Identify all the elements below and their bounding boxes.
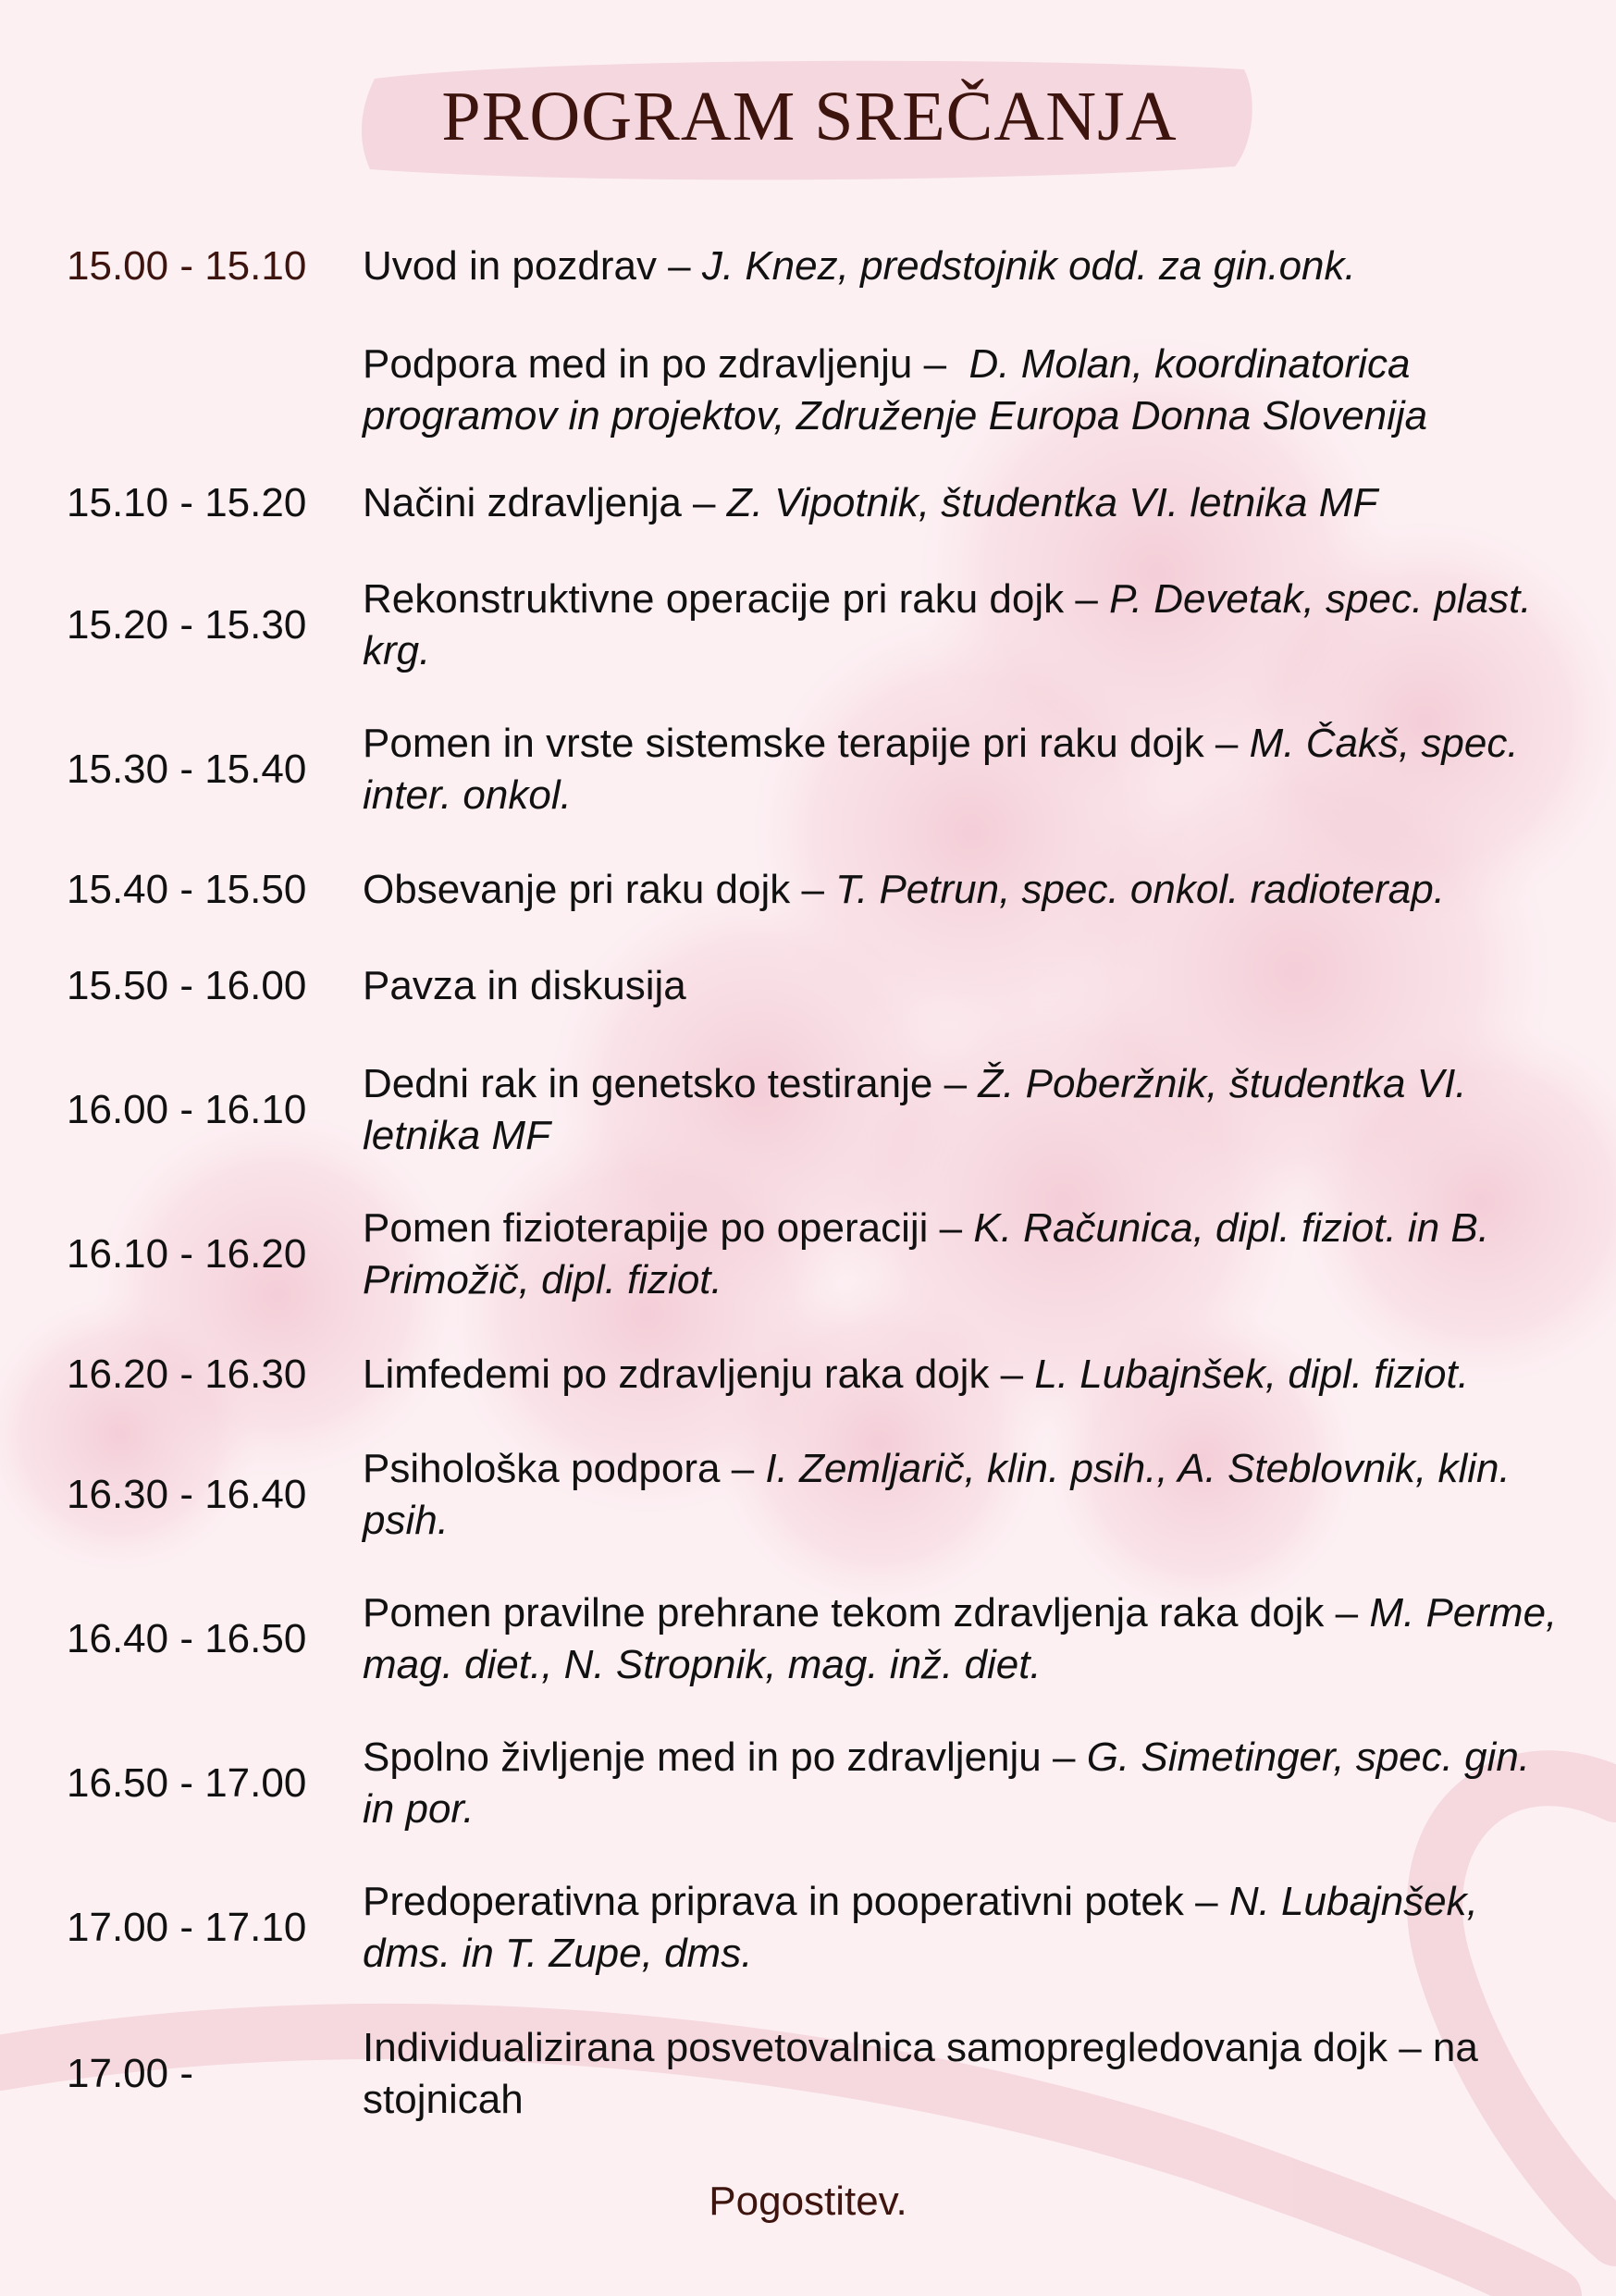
program-time: 17.00 - xyxy=(67,2051,193,2096)
program-topic: Spolno življenje med in po zdravljenju xyxy=(363,1734,1042,1780)
program-time: 15.20 - 15.30 xyxy=(67,602,307,648)
program-speaker: G. Simetinger, spec. gin. in por. xyxy=(363,1734,1531,1832)
program-description xyxy=(363,960,1565,1012)
program-topic: Pomen pravilne prehrane tekom zdravljenja raka dojk xyxy=(363,1590,1325,1636)
program-topic: Uvod in pozdrav xyxy=(363,243,657,289)
program-topic: Predoperativna priprava in pooperativni potek xyxy=(363,1879,1184,1924)
program-speaker: I. Zemljarič, klin. psih., A. Steblovnik, klin. psih. xyxy=(363,1446,1511,1543)
program-separator: – xyxy=(681,480,727,525)
title-banner xyxy=(356,51,1263,190)
program-topic: Načini zdravljenja xyxy=(363,480,682,525)
program-description xyxy=(363,574,1565,677)
program-topic: Limfedemi po zdravljenju raka dojk xyxy=(363,1352,990,1397)
program-description xyxy=(363,1732,1565,1835)
program-description xyxy=(363,241,1565,292)
program-separator: – xyxy=(1203,721,1250,766)
program-topic: Psihološka podpora xyxy=(363,1446,721,1491)
program-description xyxy=(363,1443,1565,1547)
program-topic: Rekonstruktivne operacije pri raku dojk xyxy=(363,576,1065,622)
program-time: 16.00 - 16.10 xyxy=(67,1087,307,1132)
program-separator: – xyxy=(790,867,836,912)
program-speaker: J. Knez, predstojnik odd. za gin.onk. xyxy=(701,243,1356,289)
program-speaker: T. Petrun, spec. onkol. radioterap. xyxy=(835,867,1445,912)
program-separator: – xyxy=(928,1205,974,1251)
program-time: 15.30 - 15.40 xyxy=(67,747,307,792)
program-speaker: L. Lubajnšek, dipl. fiziot. xyxy=(1034,1352,1469,1397)
program-separator: – xyxy=(720,1446,766,1491)
program-description xyxy=(363,718,1565,821)
program-description xyxy=(363,1203,1565,1306)
program-topic: Pavza in diskusija xyxy=(363,963,686,1008)
program-time: 15.40 - 15.50 xyxy=(67,867,307,912)
program-time: 15.00 - 15.10 xyxy=(67,243,307,289)
program-description xyxy=(363,1587,1565,1691)
program-separator: – xyxy=(1041,1734,1087,1780)
program-separator: – xyxy=(989,1352,1035,1397)
program-description xyxy=(363,2022,1565,2126)
program-time: 16.40 - 16.50 xyxy=(67,1616,307,1661)
footer-note: Pogostitev. xyxy=(709,2179,907,2224)
program-topic: Pomen in vrste sistemske terapije pri raku dojk xyxy=(363,721,1204,766)
program-time: 16.30 - 16.40 xyxy=(67,1472,307,1517)
page-title: PROGRAM SREČANJA xyxy=(441,78,1178,155)
program-speaker: D. Molan, koordinatorica programov in projektov, Združenje Europa Donna Slovenija xyxy=(363,341,1428,438)
program-separator: – xyxy=(932,1061,979,1106)
program-separator: – xyxy=(656,243,702,289)
program-topic: Individualizirana posvetovalnica samopregledovanja dojk – na stojnicah xyxy=(363,2025,1478,2122)
program-description xyxy=(363,339,1565,442)
program-speaker: N. Lubajnšek, dms. in T. Zupe, dms. xyxy=(363,1879,1478,1976)
program-topic: Obsevanje pri raku dojk xyxy=(363,867,791,912)
program-separator: – xyxy=(1324,1590,1370,1636)
program-time: 16.20 - 16.30 xyxy=(67,1352,307,1397)
program-description xyxy=(363,1349,1565,1401)
program-time: 16.50 - 17.00 xyxy=(67,1760,307,1806)
program-speaker: Z. Vipotnik, študentka VI. letnika MF xyxy=(726,480,1378,525)
program-speaker: K. Računica, dipl. fiziot. in B. Primožič, dipl. fiziot. xyxy=(363,1205,1489,1302)
program-speaker: P. Devetak, spec. plast. krg. xyxy=(363,576,1532,673)
program-speaker: M. Čakš, spec. inter. onkol. xyxy=(363,721,1519,818)
program-time: 15.50 - 16.00 xyxy=(67,963,307,1008)
program-time: 15.10 - 15.20 xyxy=(67,480,307,525)
program-description xyxy=(363,477,1565,529)
program-description xyxy=(363,1876,1565,1980)
program-time: 16.10 - 16.20 xyxy=(67,1231,307,1277)
program-time: 17.00 - 17.10 xyxy=(67,1905,307,1950)
program-separator: – xyxy=(1064,576,1110,622)
program-topic: Pomen fizioterapije po operaciji xyxy=(363,1205,929,1251)
program-speaker: Ž. Poberžnik, študentka VI. letnika MF xyxy=(363,1061,1467,1158)
program-topic: Podpora med in po zdravljenju xyxy=(363,341,913,387)
program-description xyxy=(363,1058,1565,1162)
program-topic: Dedni rak in genetsko testiranje xyxy=(363,1061,933,1106)
program-separator: – xyxy=(912,341,969,387)
program-speaker: M. Perme, mag. diet., N. Stropnik, mag. inž. diet. xyxy=(363,1590,1558,1687)
program-description xyxy=(363,864,1565,916)
program-separator: – xyxy=(1183,1879,1229,1924)
